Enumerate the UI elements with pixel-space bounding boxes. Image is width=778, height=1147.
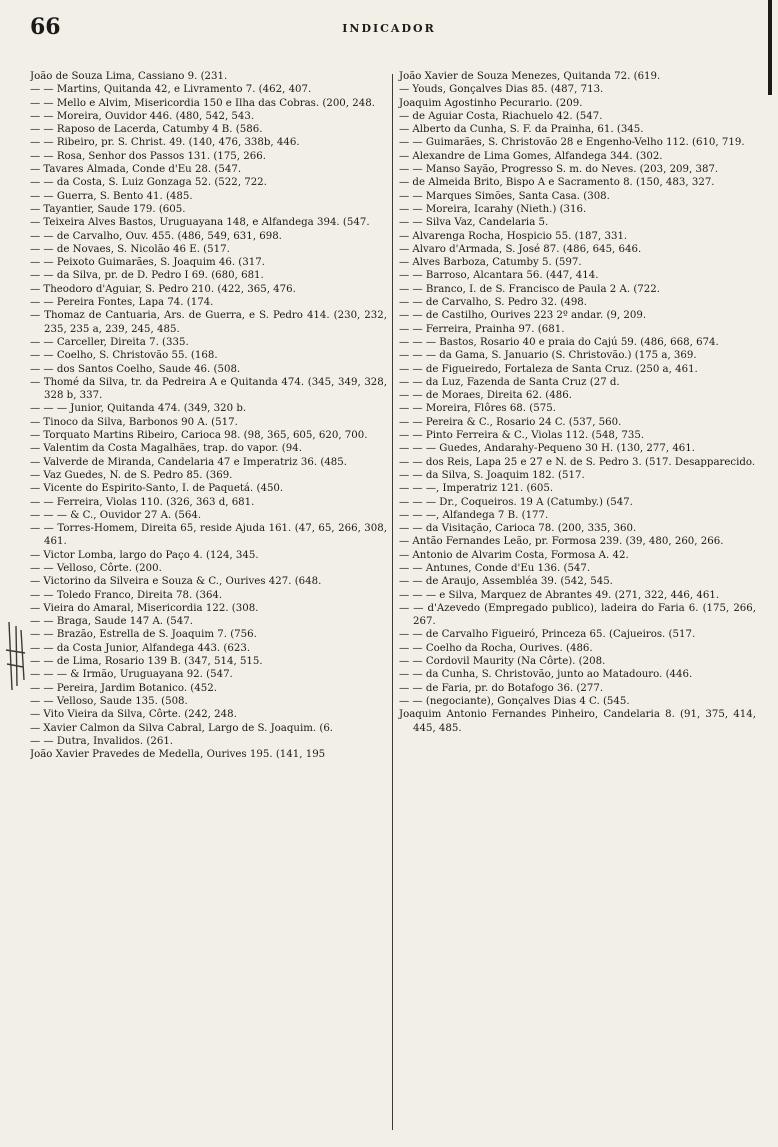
- directory-entry: — — Pereira & C., Rosario 24 C. (537, 560.: [399, 416, 622, 428]
- directory-entry: — — Pereira Fontes, Lapa 74. (174.: [30, 297, 214, 309]
- directory-entry: — Alberto da Cunha, S. F. da Prainha, 61. (345.: [399, 124, 644, 136]
- directory-entry: — — Cordovil Maurity (Na Côrte). (208.: [399, 656, 606, 668]
- directory-entry: — — — e Silva, Marquez de Abrantes 49. (271, 322, 446, 461.: [399, 589, 720, 601]
- directory-entry: — — —, Alfandega 7 B. (177.: [399, 509, 549, 521]
- directory-entry: — — Branco, I. de S. Francisco de Paula 2 A. (722.: [399, 283, 660, 295]
- directory-entry: — Tavares Almada, Conde d'Eu 28. (547.: [30, 164, 242, 176]
- directory-entry: — Thomaz de Cantuaria, Ars. de Guerra, e S. Pedro 414. (230, 232, 235, 235 a, 239, 245, 485.: [30, 310, 387, 335]
- directory-entry: — — de Figueiredo, Fortaleza de Santa Cruz. (250 a, 461.: [399, 363, 698, 375]
- directory-entry: João Xavier Pravedes de Medella, Ourives 195. (141, 195: [30, 749, 326, 761]
- directory-entry: — Vito Vieira da Silva, Côrte. (242, 248.: [30, 709, 237, 721]
- directory-entry: — Alvaro d'Armada, S. José 87. (486, 645, 646.: [399, 243, 642, 255]
- directory-entry: — Valverde de Miranda, Candelaria 47 e Imperatriz 36. (485.: [30, 456, 348, 468]
- directory-entry: — Vieira do Amaral, Misericordia 122. (308.: [30, 602, 259, 614]
- directory-entry: — — Antunes, Conde d'Eu 136. (547.: [399, 562, 591, 574]
- directory-entry: — — Pereira, Jardim Botanico. (452.: [30, 682, 217, 694]
- directory-entry: — — Raposo de Lacerda, Catumby 4 B. (586.: [30, 124, 263, 136]
- directory-entry: — — Velloso, Côrte. (200.: [30, 562, 162, 574]
- directory-entry: — — da Costa, S. Luiz Gonzaga 52. (522, 722.: [30, 177, 267, 189]
- directory-entry: — Teixeira Alves Bastos, Uruguayana 148, e Alfandega 394. (547.: [30, 217, 370, 229]
- directory-entry: — — — & C., Ouvidor 27 A. (564.: [30, 509, 202, 521]
- directory-entry: — Theodoro d'Aguiar, S. Pedro 210. (422, 365, 476.: [30, 283, 296, 295]
- directory-entry: — — Mello e Alvim, Misericordia 150 e Ilha das Cobras. (200, 248.: [30, 97, 375, 109]
- directory-entry: — — de Castilho, Ourives 223 2º andar. (9, 209.: [399, 310, 647, 322]
- running-head: INDICADOR: [342, 22, 436, 35]
- directory-entry: — Antão Fernandes Leão, pr. Formosa 239. (39, 480, 260, 266.: [399, 536, 724, 548]
- directory-entry: — Thomé da Silva, tr. da Pedreira A e Quitanda 474. (345, 349, 328, 328 b, 337.: [30, 376, 387, 402]
- directory-entry: — Tayantier, Saude 179. (605.: [30, 203, 186, 215]
- directory-entry: — — Carceller, Direita 7. (335.: [30, 336, 189, 348]
- directory-entry: — — Rosa, Senhor dos Passos 131. (175, 266.: [30, 150, 266, 162]
- directory-entry: — Victorino da Silveira e Souza & C., Ourives 427. (648.: [30, 576, 322, 588]
- directory-entry: — — Peixoto Guimarães, S. Joaquim 46. (317.: [30, 257, 265, 269]
- margin-stamp-icon: [3, 620, 29, 692]
- directory-entry: — — — Junior, Quitanda 474. (349, 320 b.: [30, 403, 247, 415]
- directory-entry: — de Almeida Brito, Bispo A e Sacramento 8. (150, 483, 327.: [399, 177, 715, 189]
- directory-entry: — — — & Irmão, Uruguayana 92. (547.: [30, 669, 233, 681]
- directory-entry: — Xavier Calmon da Silva Cabral, Largo de S. Joaquim. (6.: [30, 722, 334, 734]
- directory-entry: — — da Costa Junior, Alfandega 443. (623.: [30, 642, 251, 654]
- directory-entry: — — da Luz, Fazenda de Santa Cruz (27 d.: [399, 376, 620, 388]
- directory-entry: — Valentim da Costa Magalhães, trap. do vapor. (94.: [30, 443, 302, 455]
- directory-entry: — Alexandre de Lima Gomes, Alfandega 344. (302.: [399, 150, 663, 162]
- directory-entry: — — Martins, Quitanda 42, e Livramento 7. (462, 407.: [30, 84, 312, 96]
- directory-entry: — — Ribeiro, pr. S. Christ. 49. (140, 476, 338b, 446.: [30, 137, 300, 149]
- page-edge-mark: [768, 0, 772, 95]
- directory-entry: Joaquim Antonio Fernandes Pinheiro, Candelaria 8. (91, 375, 414, 445, 485.: [399, 709, 756, 734]
- directory-entry: — — de Carvalho Figueiró, Princeza 65. (Cajueiros. (517.: [399, 629, 696, 641]
- directory-entry: — Alvarenga Rocha, Hospicio 55. (187, 331.: [399, 230, 628, 242]
- directory-entry: — — Brazão, Estrella de S. Joaquim 7. (756.: [30, 629, 257, 641]
- directory-entry: — — Moreira, Icarahy (Nieth.) (316.: [399, 203, 587, 215]
- directory-entry: — Vaz Guedes, N. de S. Pedro 85. (369.: [30, 469, 233, 481]
- directory-entry: — — da Visitação, Carioca 78. (200, 335, 360.: [399, 523, 637, 535]
- directory-entry: — — Barroso, Alcantara 56. (447, 414.: [399, 270, 599, 282]
- page-number: 66: [30, 14, 61, 40]
- directory-entry: — — Torres-Homem, Direita 65, reside Ajuda 161. (47, 65, 266, 308, 461.: [30, 523, 387, 548]
- directory-entry: — — Velloso, Saude 135. (508.: [30, 695, 188, 707]
- directory-entry: — — da Cunha, S. Christovão, junto ao Matadouro. (446.: [399, 669, 693, 681]
- directory-entry: João de Souza Lima, Cassiano 9. (231.: [30, 71, 228, 82]
- directory-entry: — — — da Gama, S. Januario (S. Christovão.) (175 a, 369.: [399, 350, 697, 362]
- directory-entry: João Xavier de Souza Menezes, Quitanda 72. (619.: [399, 71, 661, 82]
- directory-entry: — — Pinto Ferreira & C., Violas 112. (548, 735.: [399, 430, 645, 442]
- directory-entry: — Alves Barboza, Catumby 5. (597.: [399, 257, 582, 269]
- directory-entry: — Tinoco da Silva, Barbonos 90 A. (517.: [30, 416, 238, 428]
- directory-entry: — — Guimarães, S. Christovão 28 e Engenho-Velho 112. (610, 719.: [399, 137, 745, 149]
- directory-entry: — — Marques Simões, Santa Casa. (308.: [399, 190, 610, 202]
- directory-entry: — de Aguiar Costa, Riachuelo 42. (547.: [399, 110, 603, 122]
- directory-entry: — Victor Lomba, largo do Paço 4. (124, 345.: [30, 549, 259, 561]
- directory-entry: — — da Silva, pr. de D. Pedro I 69. (680, 681.: [30, 270, 264, 282]
- directory-entry: — — d'Azevedo (Empregado publico), ladeira do Faria 6. (175, 266, 267.: [399, 602, 756, 628]
- directory-entry: — — — Bastos, Rosario 40 e praia do Cajú 59. (486, 668, 674.: [399, 336, 719, 348]
- directory-entry: — — (negociante), Gonçalves Dias 4 C. (545.: [399, 695, 630, 707]
- directory-entry: — — Ferreira, Prainha 97. (681.: [399, 323, 565, 335]
- directory-entry: — — de Moraes, Direita 62. (486.: [399, 390, 572, 402]
- directory-entry: — — — Guedes, Andarahy-Pequeno 30 H. (130, 277, 461.: [399, 443, 696, 455]
- directory-entry: — — Toledo Franco, Direita 78. (364.: [30, 589, 223, 601]
- directory-entry: — — de Novaes, S. Nicolão 46 E. (517.: [30, 243, 230, 255]
- directory-entry: — — — Dr., Coqueiros. 19 A (Catumby.) (547.: [399, 496, 633, 508]
- directory-entry: — Youds, Gonçalves Dias 85. (487, 713.: [399, 84, 604, 96]
- directory-entry: Joaquim Agostinho Pecurario. (209.: [399, 97, 583, 109]
- directory-entry: — — de Carvalho, S. Pedro 32. (498.: [399, 297, 588, 309]
- directory-entry: — — Dutra, Invalidos. (261.: [30, 735, 174, 747]
- directory-entry: — — Moreira, Flôres 68. (575.: [399, 403, 556, 415]
- directory-entry: — — Braga, Saude 147 A. (547.: [30, 616, 193, 628]
- directory-entry: — — de Carvalho, Ouv. 455. (486, 549, 631, 698.: [30, 230, 282, 242]
- directory-entry: — — de Faria, pr. do Botafogo 36. (277.: [399, 682, 604, 694]
- directory-entry: — — dos Santos Coelho, Saude 46. (508.: [30, 363, 241, 375]
- directory-entry: — Vicente do Espirito-Santo, I. de Paquetá. (450.: [30, 483, 284, 495]
- directory-entry: — — Silva Vaz, Candelaria 5.: [399, 217, 549, 229]
- directory-entry: — — —, Imperatriz 121. (605.: [399, 483, 554, 495]
- directory-columns: [30, 70, 756, 1140]
- directory-entry: — — de Lima, Rosario 139 B. (347, 514, 515.: [30, 656, 263, 668]
- directory-entry: — Torquato Martins Ribeiro, Carioca 98. (98, 365, 605, 620, 700.: [30, 430, 368, 442]
- directory-entry: — — Guerra, S. Bento 41. (485.: [30, 190, 193, 202]
- directory-entry: — — Manso Sayão, Progresso S. m. do Neves. (203, 209, 387.: [399, 164, 719, 176]
- directory-entry: — — Moreira, Ouvidor 446. (480, 542, 543.: [30, 110, 255, 122]
- directory-entry: — — dos Reis, Lapa 25 e 27 e N. de S. Pedro 3. (517. Desapparecido.: [399, 456, 756, 468]
- left-column: [30, 70, 392, 1140]
- directory-entry: — Antonio de Alvarim Costa, Formosa A. 42.: [399, 549, 629, 561]
- directory-entry: — — da Silva, S. Joaquim 182. (517.: [399, 469, 585, 481]
- right-column: [393, 70, 756, 1140]
- directory-entry: — — Coelho da Rocha, Ourives. (486.: [399, 642, 593, 654]
- directory-entry: — — Coelho, S. Christovão 55. (168.: [30, 350, 218, 362]
- directory-entry: — — de Araujo, Assembléa 39. (542, 545.: [399, 576, 613, 588]
- directory-entry: — — Ferreira, Violas 110. (326, 363 d, 681.: [30, 496, 255, 508]
